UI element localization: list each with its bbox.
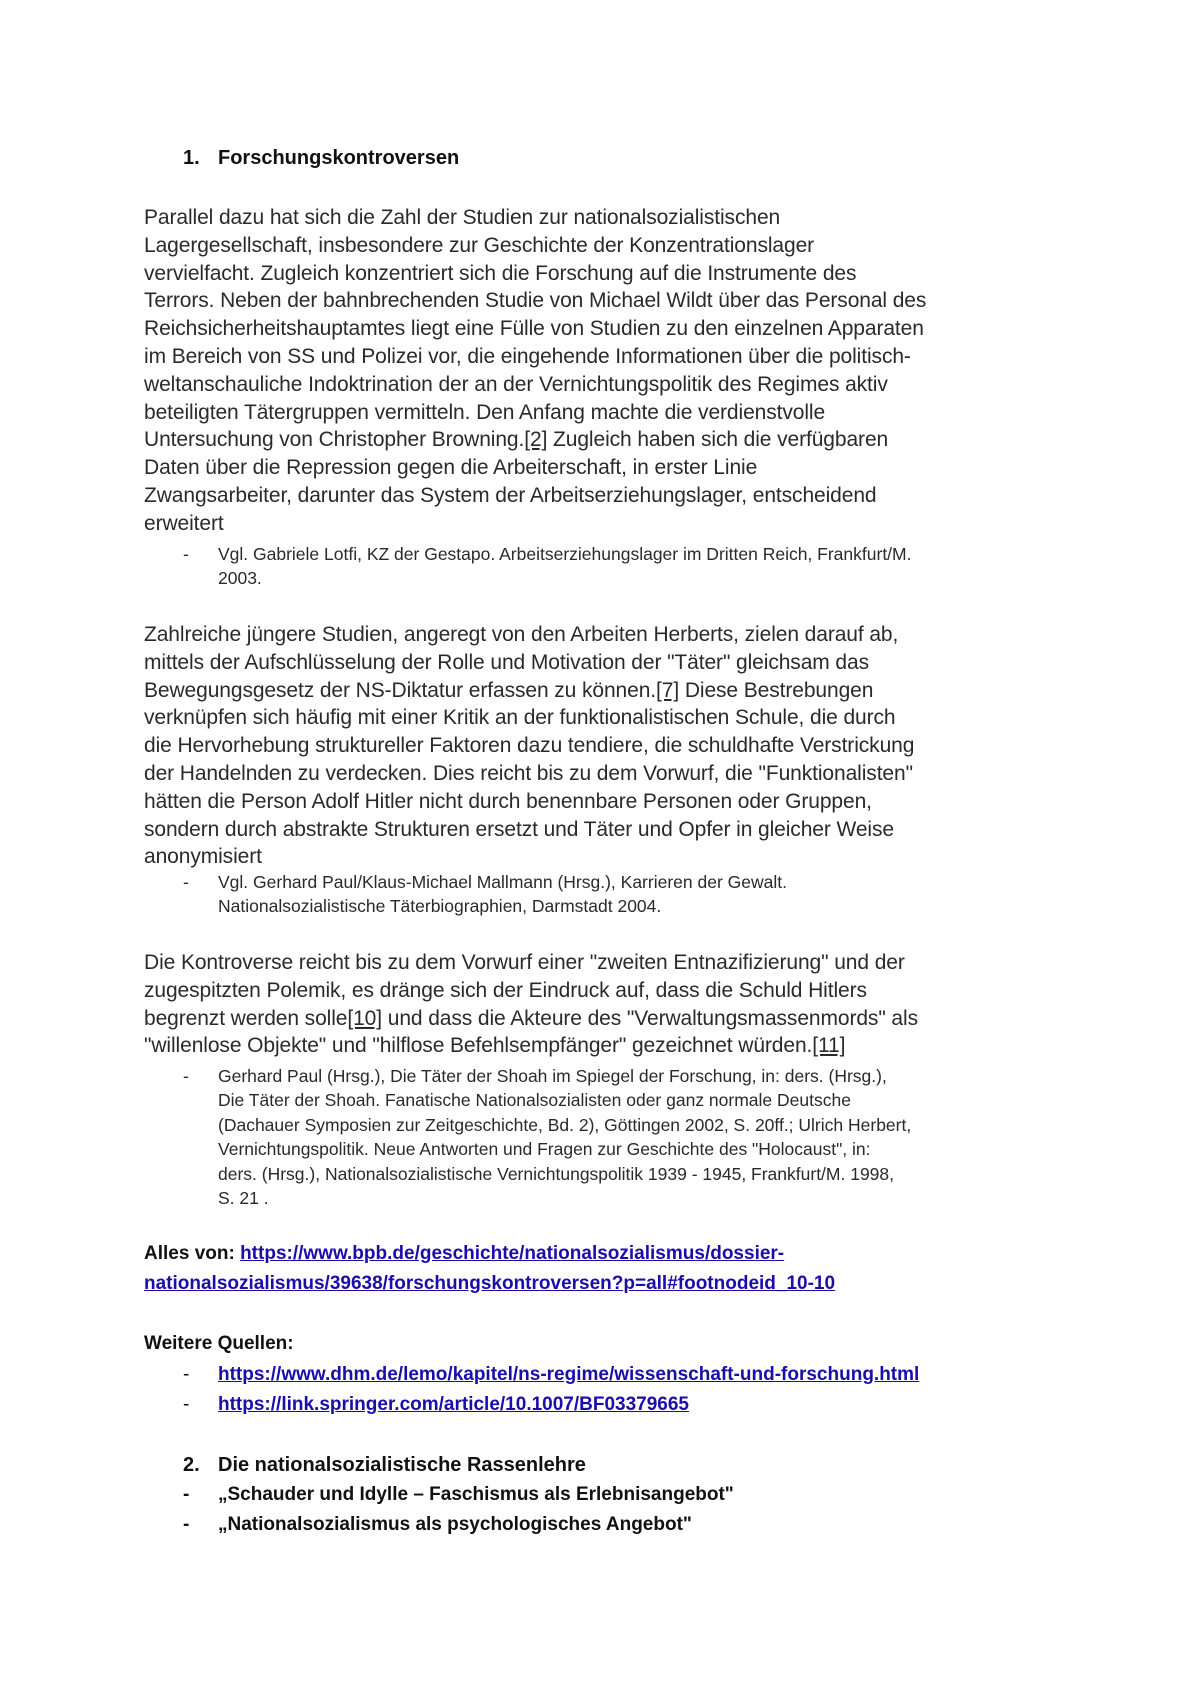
dash-bullet: - <box>183 1514 190 1535</box>
source-label: Alles von: <box>144 1243 241 1264</box>
item-text: „Nationalsozialismus als psychologisches Angebot" <box>218 1514 692 1535</box>
text-segment: Bewegungsgesetz der NS-Diktatur erfassen zu können. <box>144 678 657 702</box>
footnote-ref-11[interactable]: [11] <box>812 1034 846 1058</box>
text-line: verknüpfen sich häufig mit einer Kritik an der funktionalistischen Schule, die durch <box>144 706 896 730</box>
citation-note-1 <box>183 542 1083 591</box>
text-line: anonymisiert <box>144 845 262 869</box>
note-line: (Dachauer Symposien zur Zeitgeschichte, Bd. 2), Göttingen 2002, S. 20ff.; Ulrich Herbert, <box>218 1114 912 1135</box>
text-line: Terrors. Neben der bahnbrechenden Studie von Michael Wildt über das Personal des <box>144 289 927 313</box>
note-line: Nationalsozialistische Täterbiographien, Darmstadt 2004. <box>218 896 662 917</box>
text-line: weltanschauliche Indoktrination der an der Vernichtungspolitik des Regimes aktiv <box>144 372 888 396</box>
text-line: mittels der Aufschlüsselung der Rolle und Motivation der "Täter" gleichsam das <box>144 650 869 674</box>
section-heading-2 <box>183 1454 586 1477</box>
text-line: Zwangsarbeiter, darunter das System der Arbeitserziehungslager, entscheidend <box>144 483 877 507</box>
paragraph-1 <box>144 204 1084 538</box>
text-line: Reichsicherheitshauptamtes liegt eine Fülle von Studien zu den einzelnen Apparaten <box>144 317 924 341</box>
note-line: S. 21 . <box>218 1188 269 1209</box>
text-segment: Untersuchung von Christopher Browning. <box>144 428 525 452</box>
further-source-item <box>183 1394 689 1416</box>
further-sources-label: Weitere Quellen: <box>144 1333 294 1354</box>
section-2-item <box>183 1484 734 1506</box>
dash-bullet: - <box>183 872 189 892</box>
text-line: zugespitzten Polemik, es dränge sich der Eindruck auf, dass die Schuld Hitlers <box>144 978 867 1002</box>
text-line <box>144 426 1084 454</box>
note-line: Vgl. Gabriele Lotfi, KZ der Gestapo. Arbeitserziehungslager im Dritten Reich, Frankfurt/M. <box>218 544 912 564</box>
source-line-1 <box>144 1243 784 1265</box>
text-line: im Bereich von SS und Polizei vor, die eingehende Informationen über die politisch- <box>144 344 911 368</box>
text-line: der Handelnden zu verdecken. Dies reicht bis zu dem Vorwurf, die "Funktionalisten" <box>144 761 913 785</box>
text-line: Daten über die Repression gegen die Arbeiterschaft, in erster Linie <box>144 456 758 480</box>
note-line: Die Täter der Shoah. Fanatische Nationalsozialisten oder ganz normale Deutsche <box>218 1090 851 1111</box>
springer-link[interactable]: https://link.springer.com/article/10.1007/BF03379665 <box>218 1394 690 1415</box>
dash-bullet: - <box>183 1066 189 1086</box>
text-line: sondern durch abstrakte Strukturen ersetzt und Täter und Opfer in gleicher Weise <box>144 817 894 841</box>
text-line: beteiligten Tätergruppen vermitteln. Den Anfang machte die verdienstvolle <box>144 400 826 424</box>
text-line: erweitert <box>144 511 224 535</box>
source-line-2 <box>144 1273 835 1295</box>
paragraph-3 <box>144 949 1084 1060</box>
paragraph-2 <box>144 621 1084 871</box>
text-line: Zahlreiche jüngere Studien, angeregt von den Arbeiten Herberts, zielen darauf ab, <box>144 623 899 646</box>
section-number: 1. <box>183 147 200 169</box>
item-text: „Schauder und Idylle – Faschismus als Erlebnisangebot" <box>218 1484 734 1505</box>
text-segment: begrenzt werden solle <box>144 1006 348 1030</box>
section-title: Die nationalsozialistische Rassenlehre <box>218 1454 586 1476</box>
text-segment: "willenlose Objekte" und "hilflose Befehlsempfänger" gezeichnet würden. <box>144 1034 813 1058</box>
citation-note-3 <box>183 1064 1083 1210</box>
note-line: Vgl. Gerhard Paul/Klaus-Michael Mallmann (Hrsg.), Karrieren der Gewalt. <box>218 872 787 892</box>
text-segment: Zugleich haben sich die verfügbaren <box>547 428 889 452</box>
text-line: Parallel dazu hat sich die Zahl der Studien zur nationalsozialistischen <box>144 206 781 229</box>
text-segment: und dass die Akteure des "Verwaltungsmassenmords" als <box>382 1006 918 1030</box>
footnote-ref-10[interactable]: [10] <box>347 1006 382 1030</box>
footnote-ref-7[interactable]: [7] <box>656 678 680 702</box>
note-line: Vernichtungspolitik. Neue Antworten und Fragen zur Geschichte des "Holocaust", in: <box>218 1139 871 1160</box>
citation-note-2 <box>183 870 1083 919</box>
text-line <box>144 1005 1084 1033</box>
text-segment: Diese Bestrebungen <box>679 678 874 702</box>
dash-bullet: - <box>183 544 189 564</box>
section-heading-1 <box>183 147 459 170</box>
text-line: Lagergesellschaft, insbesondere zur Geschichte der Konzentrationslager <box>144 233 815 257</box>
note-line: ders. (Hrsg.), Nationalsozialistische Vernichtungspolitik 1939 - 1945, Frankfurt/M. 1998, <box>218 1163 895 1184</box>
section-number: 2. <box>183 1454 200 1476</box>
dash-bullet: - <box>183 1394 190 1415</box>
dash-bullet: - <box>183 1364 190 1385</box>
section-title: Forschungskontroversen <box>218 147 460 169</box>
footnote-ref-2[interactable]: [2] <box>524 428 548 452</box>
text-line: vervielfacht. Zugleich konzentriert sich die Forschung auf die Instrumente des <box>144 261 857 285</box>
text-line: Die Kontroverse reicht bis zu dem Vorwurf einer "zweiten Entnazifizierung" und der <box>144 951 905 974</box>
dash-bullet: - <box>183 1484 190 1505</box>
source-link[interactable]: https://www.bpb.de/geschichte/nationalsozialismus/dossier- <box>240 1243 785 1264</box>
dhm-link[interactable]: https://www.dhm.de/lemo/kapitel/ns-regime/wissenschaft-und-forschung.html <box>218 1364 920 1385</box>
section-2-item <box>183 1514 692 1536</box>
further-source-item <box>183 1364 919 1386</box>
text-line: hätten die Person Adolf Hitler nicht durch benennbare Personen oder Gruppen, <box>144 789 872 813</box>
source-link-continued[interactable]: nationalsozialismus/39638/forschungskontroversen?p=all#footnodeid_10-10 <box>144 1273 836 1294</box>
text-line <box>144 1032 1084 1060</box>
text-line: die Hervorhebung struktureller Faktoren dazu tendiere, die schuldhafte Verstrickung <box>144 734 915 758</box>
note-line: 2003. <box>218 568 262 589</box>
text-line <box>144 677 1084 705</box>
note-line: Gerhard Paul (Hrsg.), Die Täter der Shoah im Spiegel der Forschung, in: ders. (Hrsg.), <box>218 1066 887 1086</box>
